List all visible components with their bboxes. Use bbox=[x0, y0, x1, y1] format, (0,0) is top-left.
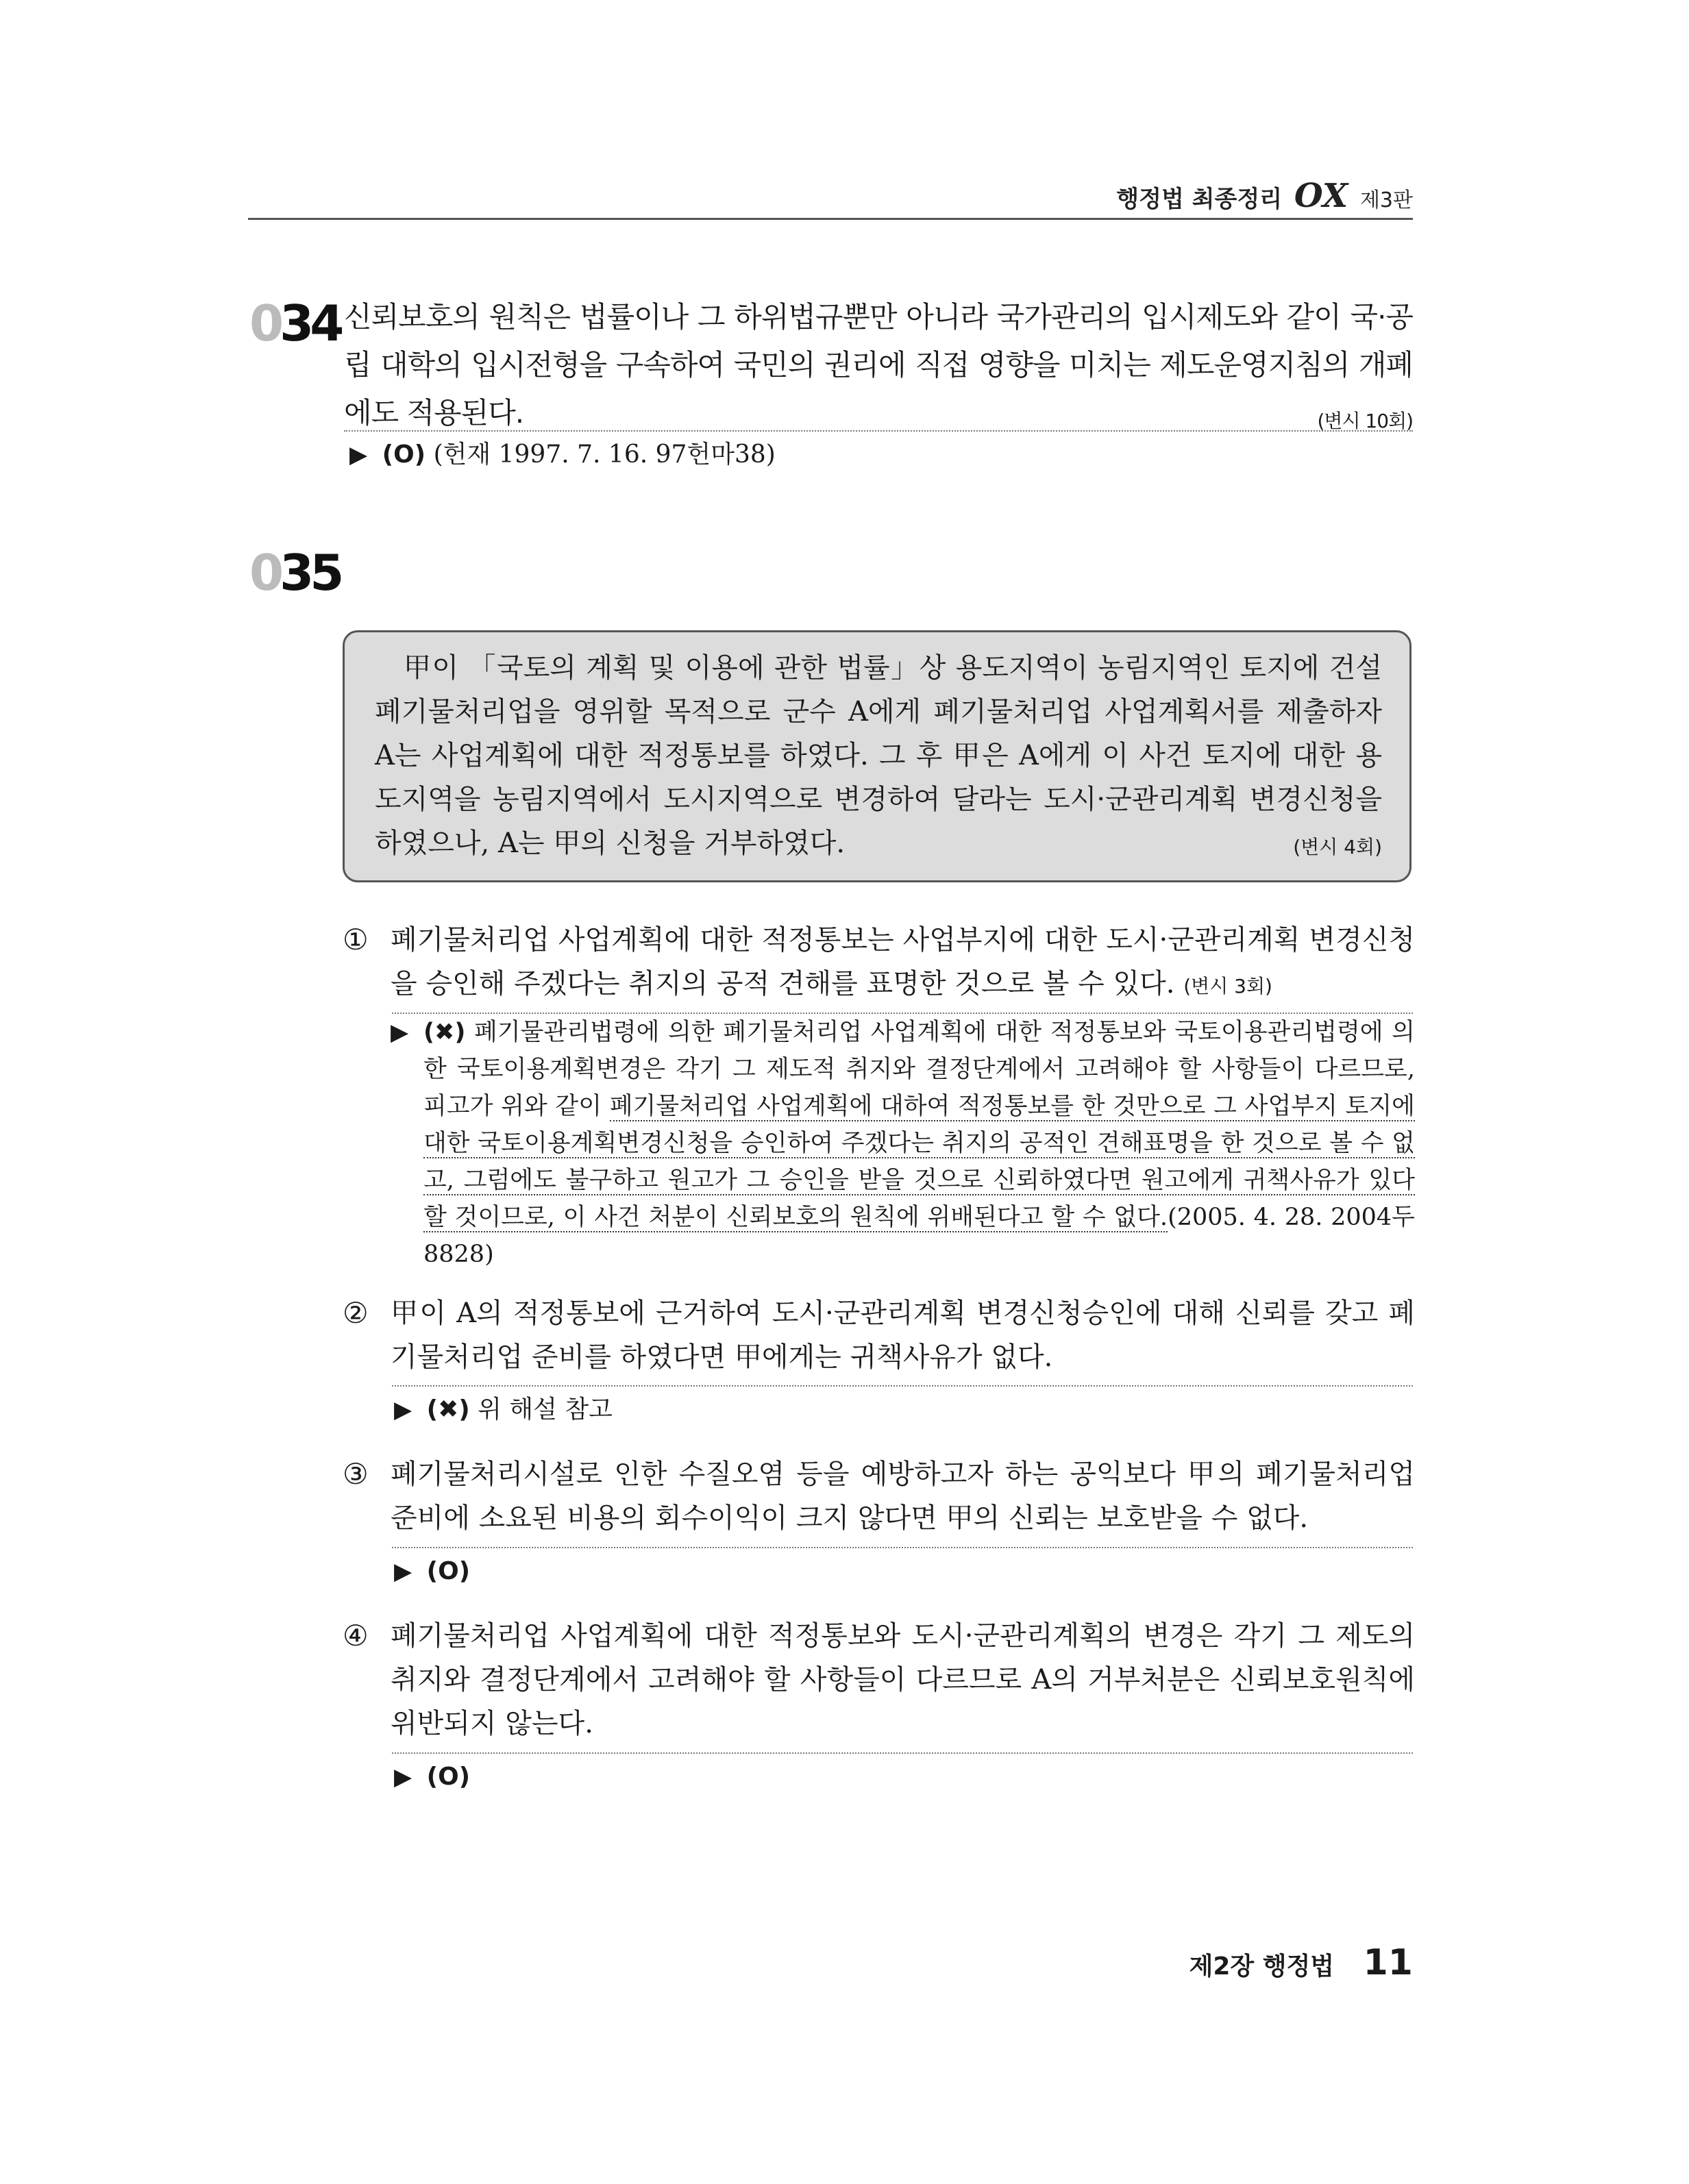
explanation-text bbox=[423, 1014, 1415, 1273]
case-text bbox=[375, 646, 1382, 865]
choice-item-4 bbox=[343, 1614, 1415, 1746]
question-034-body: 신뢰보호의 원칙은 법률이나 그 하위법규뿐만 아니라 국가관리의 입시제도와 같이 국·공립 대학의 입시전형을 구속하여 국민의 권리에 직접 영향을 미치는 제도운영지침의 개폐에도 적용된다. bbox=[344, 300, 1413, 430]
choice-text: 폐기물처리시설로 인한 수질오염 등을 예방하고자 하는 공익보다 甲의 폐기물처리업 준비에 소요된 비용의 회수이익이 크지 않다면 甲의 신뢰는 보호받을 수 없다. bbox=[391, 1459, 1415, 1534]
chapter-label: 제2장 행정법 bbox=[1189, 1952, 1335, 1981]
question-number-lead: 0 bbox=[249, 295, 280, 352]
choice-number: ① bbox=[343, 923, 369, 956]
triangle-bullet-icon: ▶ bbox=[391, 1019, 409, 1046]
case-box bbox=[343, 630, 1411, 882]
divider-dotted bbox=[344, 430, 1413, 432]
answer-4 bbox=[394, 1758, 470, 1796]
answer-mark: (O) bbox=[426, 1557, 471, 1585]
answer-mark: (O) bbox=[382, 440, 426, 469]
triangle-bullet-icon: ▶ bbox=[394, 1763, 412, 1791]
choice-item-3 bbox=[343, 1452, 1415, 1540]
choice-number: ② bbox=[343, 1296, 369, 1330]
explanation-1 bbox=[391, 1014, 1415, 1273]
answer-note: 위 해설 참고 bbox=[478, 1395, 613, 1424]
triangle-bullet-icon: ▶ bbox=[349, 441, 368, 469]
answer-2 bbox=[394, 1391, 613, 1429]
divider-dotted bbox=[392, 1385, 1413, 1387]
choice-item-2 bbox=[343, 1291, 1415, 1379]
choice-item-1 bbox=[343, 918, 1415, 1008]
case-body: 甲이 「국토의 계획 및 이용에 관한 법률」상 용도지역이 농림지역인 토지에 건설폐기물처리업을 영위할 목적으로 군수 A에게 폐기물처리업 사업계획서를 제출하자 A는 사업계획에 대한 적정통보를 하였다. 그 후 甲은 A에게 이 사건 토지에 대한 용도지역을 농림지역에서 도시지역으로 변경하여 달라는 도시·군관리계획 변경신청을 하였으나, A는 甲의 신청을 거부하였다. bbox=[375, 652, 1382, 859]
answer-mark: (✖) bbox=[423, 1019, 466, 1046]
book-title-prefix: 행정법 최종정리 bbox=[1116, 186, 1283, 213]
book-edition: 제3판 bbox=[1359, 188, 1413, 212]
choice-text bbox=[391, 918, 1415, 1008]
question-number-main: 35 bbox=[280, 544, 341, 601]
divider-dotted bbox=[392, 1547, 1413, 1548]
page-number: 11 bbox=[1363, 1942, 1413, 1983]
page-footer bbox=[1189, 1942, 1413, 1983]
triangle-bullet-icon: ▶ bbox=[394, 1396, 412, 1424]
case-source: (변시 4회) bbox=[1293, 836, 1382, 858]
book-title-ox: OX bbox=[1294, 177, 1348, 215]
triangle-bullet-icon: ▶ bbox=[394, 1558, 412, 1585]
answer-034 bbox=[349, 436, 776, 474]
explanation-underlined: 폐기물처리업 사업계획에 대하여 적정통보를 한 것만으로 그 사업부지 토지에 대한 국토이용계획변경신청을 승인하여 주겠다는 취지의 공적인 견해표명을 한 것으로 볼 수 없고, 그럼에도 불구하고 원고가 그 승인을 받을 것으로 신뢰하였다면 원고에게 귀책사유가 있다 할 것이므로, 이 사건 처분이 신뢰보호의 원칙에 위배된다고 할 수 없다. bbox=[423, 1093, 1415, 1231]
answer-3 bbox=[394, 1552, 470, 1591]
question-034-text bbox=[344, 293, 1413, 445]
answer-reference: (헌재 1997. 7. 16. 97헌마38) bbox=[433, 440, 776, 469]
question-number-lead: 0 bbox=[249, 544, 280, 601]
divider-dotted bbox=[392, 1752, 1413, 1754]
choice-number: ③ bbox=[343, 1457, 369, 1491]
book-title bbox=[1116, 177, 1413, 215]
question-034-source: (변시 10회) bbox=[1317, 410, 1413, 432]
question-number-035 bbox=[249, 544, 341, 601]
running-header bbox=[248, 162, 1413, 220]
explanation-plain: 폐기물관리법령에 의한 폐기물처리업 사업계획에 대한 적정통보와 국토이용관리법령에 의한 국토이용계획변경은 각기 그 제도적 취지와 결정단계에서 고려해야 할 사항들이 다르므로, 피고가 위와 같이 bbox=[423, 1019, 1415, 1120]
answer-mark: (✖) bbox=[426, 1395, 470, 1424]
choice-source: (변시 3회) bbox=[1183, 975, 1272, 997]
question-number-main: 34 bbox=[280, 295, 341, 352]
choice-number: ④ bbox=[343, 1619, 369, 1652]
answer-mark: (O) bbox=[426, 1763, 471, 1791]
question-number-034 bbox=[249, 295, 341, 352]
choice-text: 폐기물처리업 사업계획에 대한 적정통보와 도시·군관리계획의 변경은 각기 그 제도의 취지와 결정단계에서 고려해야 할 사항들이 다르므로 A의 거부처분은 신뢰보호원칙에 위반되지 않는다. bbox=[391, 1620, 1415, 1739]
explanation-reference: (2005. 4. 28. 2004두8828) bbox=[423, 1204, 1415, 1268]
choice-body: 폐기물처리업 사업계획에 대한 적정통보는 사업부지에 대한 도시·군관리계획 변경신청을 승인해 주겠다는 취지의 공적 견해를 표명한 것으로 볼 수 있다. bbox=[391, 924, 1415, 1000]
choice-text: 甲이 A의 적정통보에 근거하여 도시·군관리계획 변경신청승인에 대해 신뢰를 갖고 폐기물처리업 준비를 하였다면 甲에게는 귀책사유가 없다. bbox=[391, 1298, 1415, 1373]
